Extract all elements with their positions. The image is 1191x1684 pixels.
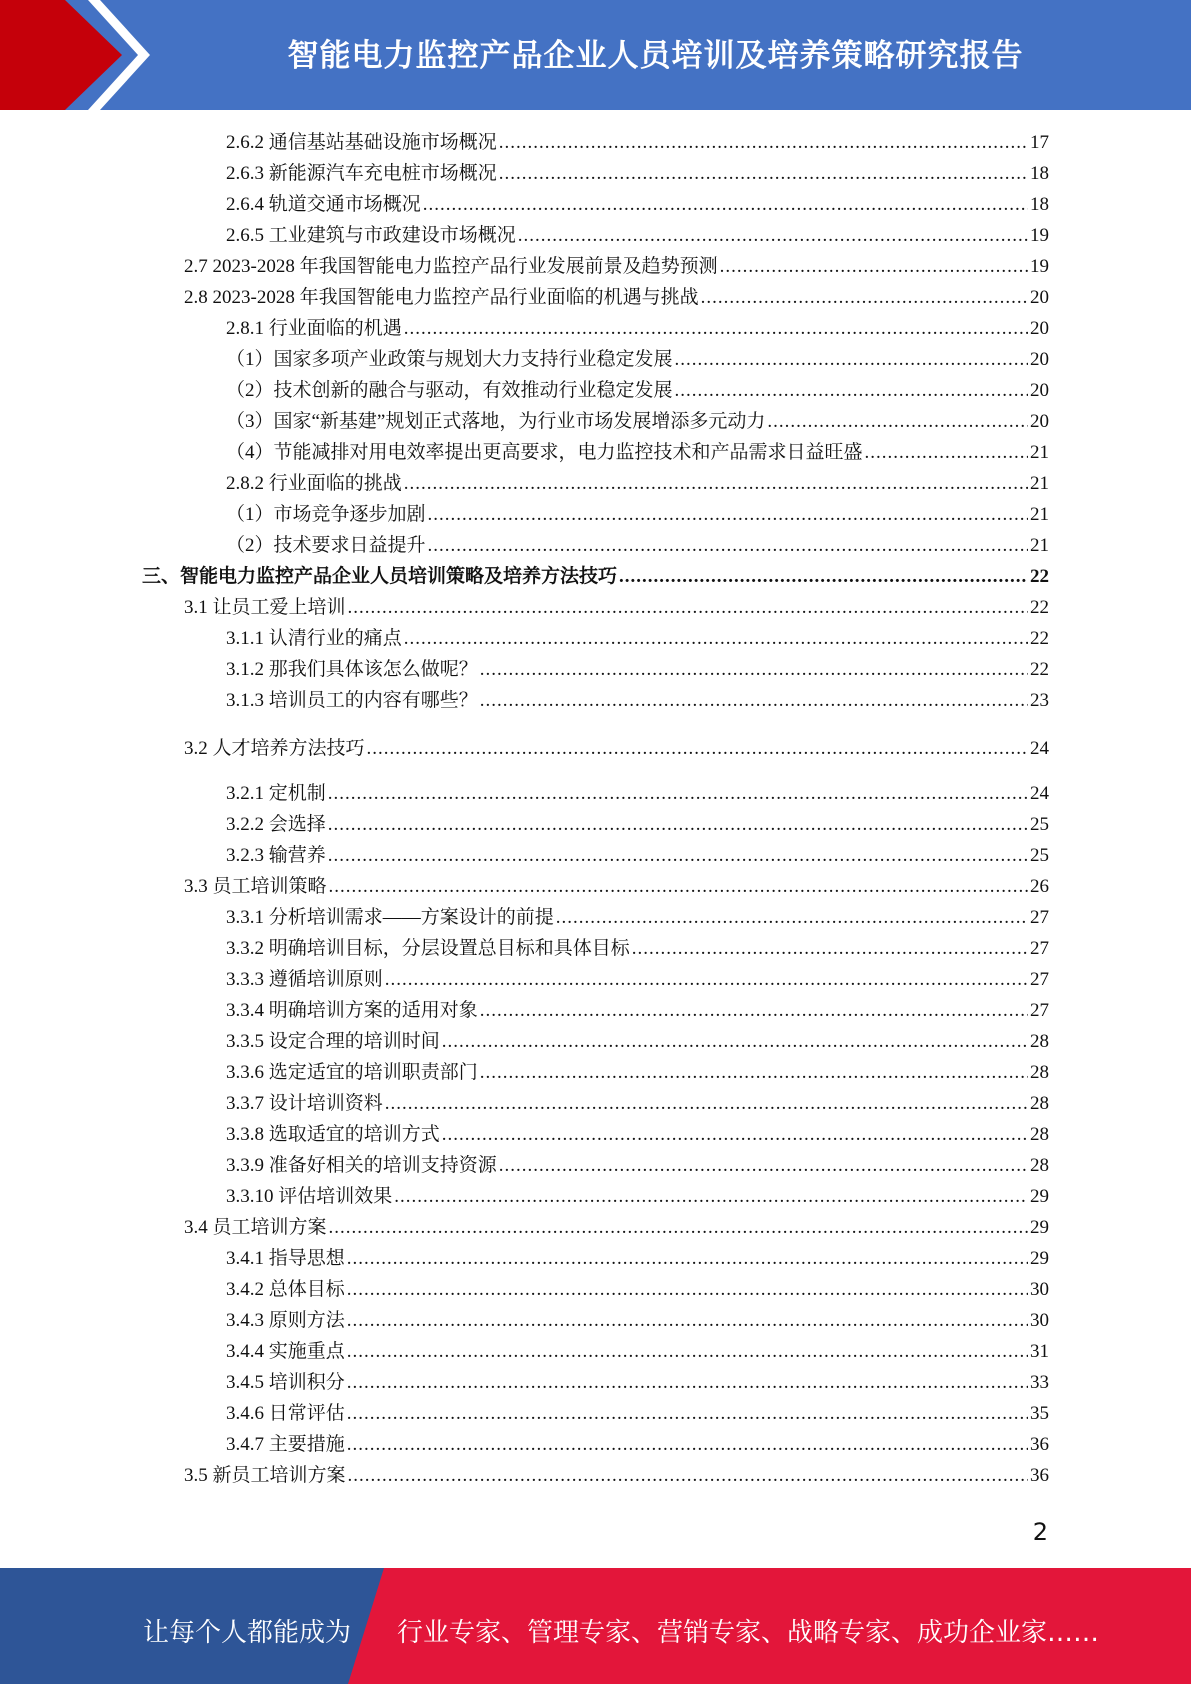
toc-leader-dots — [499, 1152, 1028, 1180]
toc-entry[interactable] — [226, 191, 1049, 219]
toc-entry-page: 18 — [1030, 194, 1049, 215]
toc-entry-page: 29 — [1030, 1186, 1049, 1207]
toc-entry[interactable] — [226, 1059, 1049, 1087]
toc-entry-label: 3.2.3 输营养 — [226, 845, 326, 866]
toc-entry-label: （3）国家“新基建”规划正式落地，为行业市场发展增添多元动力 — [226, 411, 766, 432]
toc-entry-page: 28 — [1030, 1124, 1049, 1145]
toc-leader-dots — [442, 1121, 1028, 1149]
toc-entry[interactable] — [184, 873, 1049, 901]
toc-entry[interactable] — [226, 966, 1049, 994]
toc-entry[interactable] — [226, 1400, 1049, 1428]
toc-entry-page: 23 — [1030, 690, 1049, 711]
toc-entry[interactable] — [226, 1431, 1049, 1459]
toc-entry[interactable] — [184, 735, 1049, 763]
toc-leader-dots — [328, 780, 1028, 808]
toc-entry-page: 20 — [1030, 349, 1049, 370]
toc-entry[interactable] — [226, 811, 1049, 839]
toc-entry-label: （2）技术要求日益提升 — [226, 535, 426, 556]
toc-entry-page: 31 — [1030, 1341, 1049, 1362]
toc-entry[interactable] — [226, 1183, 1049, 1211]
toc-entry-page: 28 — [1030, 1031, 1049, 1052]
toc-entry-page: 22 — [1030, 659, 1049, 680]
toc-leader-dots — [347, 1369, 1028, 1397]
toc-entry[interactable] — [184, 1462, 1049, 1490]
toc-entry-label: 3.5 新员工培训方案 — [184, 1465, 346, 1486]
page-footer — [0, 1568, 1191, 1684]
toc-entry-label: 3.4.5 培训积分 — [226, 1372, 345, 1393]
toc-entry[interactable] — [226, 408, 1049, 436]
toc-leader-dots — [328, 842, 1028, 870]
footer-slogan-left: 让每个人都能成为 — [143, 1618, 352, 1648]
toc-leader-dots — [428, 501, 1028, 529]
toc-entry[interactable] — [184, 1214, 1049, 1242]
header-red-chevron — [0, 0, 150, 110]
toc-leader-dots — [347, 1307, 1028, 1335]
toc-entry-page: 28 — [1030, 1062, 1049, 1083]
toc-leader-dots — [347, 1431, 1028, 1459]
toc-entry-page: 29 — [1030, 1217, 1049, 1238]
toc-entry[interactable] — [184, 284, 1049, 312]
toc-leader-dots — [404, 470, 1028, 498]
toc-entry-page: 21 — [1030, 535, 1049, 556]
toc-entry[interactable] — [142, 563, 1049, 591]
toc-leader-dots — [518, 222, 1028, 250]
toc-leader-dots — [328, 811, 1028, 839]
toc-entry-label: 3.3.7 设计培训资料 — [226, 1093, 383, 1114]
toc-entry-page: 21 — [1030, 442, 1049, 463]
toc-leader-dots — [347, 1338, 1028, 1366]
toc-entry-page: 20 — [1030, 318, 1049, 339]
toc-entry-page: 27 — [1030, 1000, 1049, 1021]
toc-entry-label: 2.6.3 新能源汽车充电桩市场概况 — [226, 163, 497, 184]
toc-leader-dots — [619, 563, 1028, 591]
toc-entry-label: 3.4.7 主要措施 — [226, 1434, 345, 1455]
toc-entry-page: 22 — [1030, 628, 1049, 649]
toc-leader-dots — [367, 735, 1028, 763]
toc-entry-label: 3.1 让员工爱上培训 — [184, 597, 346, 618]
toc-entry-page: 25 — [1030, 814, 1049, 835]
toc-leader-dots — [329, 873, 1028, 901]
toc-entry-label: 3.4.1 指导思想 — [226, 1248, 345, 1269]
toc-entry-label: （4）节能减排对用电效率提出更高要求，电力监控技术和产品需求日益旺盛 — [226, 442, 863, 463]
toc-entry-page: 22 — [1030, 597, 1049, 618]
toc-entry-label: 3.4.3 原则方法 — [226, 1310, 345, 1331]
toc-entry-page: 19 — [1030, 225, 1049, 246]
toc-entry-page: 30 — [1030, 1310, 1049, 1331]
toc-entry[interactable] — [226, 625, 1049, 653]
toc-leader-dots — [480, 1059, 1028, 1087]
toc-entry[interactable] — [226, 532, 1049, 560]
toc-entry[interactable] — [226, 222, 1049, 250]
toc-entry-label: （2）技术创新的融合与驱动，有效推动行业稳定发展 — [226, 380, 673, 401]
toc-entry-label: 2.6.4 轨道交通市场概况 — [226, 194, 421, 215]
toc-entry[interactable] — [226, 501, 1049, 529]
toc-leader-dots — [404, 625, 1028, 653]
toc-entry-label: 3.2.2 会选择 — [226, 814, 326, 835]
toc-entry[interactable] — [226, 439, 1049, 467]
toc-entry[interactable] — [226, 1121, 1049, 1149]
toc-entry[interactable] — [226, 997, 1049, 1025]
toc-entry-label: 3.2.1 定机制 — [226, 783, 326, 804]
toc-leader-dots — [428, 532, 1028, 560]
toc-leader-dots — [348, 594, 1028, 622]
toc-leader-dots — [385, 966, 1028, 994]
report-title: 智能电力监控产品企业人员培训及培养策略研究报告 — [287, 38, 1024, 74]
toc-entry-label: 3.4.6 日常评估 — [226, 1403, 345, 1424]
toc-entry[interactable] — [226, 1090, 1049, 1118]
toc-entry[interactable] — [226, 656, 1049, 684]
toc-entry[interactable] — [226, 1245, 1049, 1273]
toc-entry[interactable] — [226, 1338, 1049, 1366]
toc-entry-label: 2.6.5 工业建筑与市政建设市场概况 — [226, 225, 516, 246]
toc-entry[interactable] — [226, 1307, 1049, 1335]
toc-leader-dots — [865, 439, 1028, 467]
toc-entry-label: 3.3.10 评估培训效果 — [226, 1186, 393, 1207]
toc-entry-label: 2.7 2023-2028 年我国智能电力监控产品行业发展前景及趋势预测 — [184, 256, 718, 277]
toc-entry-label: 3.2 人才培养方法技巧 — [184, 738, 365, 759]
toc-entry[interactable] — [226, 687, 1049, 715]
toc-leader-dots — [404, 315, 1028, 343]
toc-leader-dots — [556, 904, 1028, 932]
page-header — [0, 0, 1191, 110]
toc-entry-page: 20 — [1030, 411, 1049, 432]
toc-entry-page: 35 — [1030, 1403, 1049, 1424]
toc-entry-label: 2.6.2 通信基站基础设施市场概况 — [226, 132, 497, 153]
toc-leader-dots — [720, 253, 1028, 281]
toc-entry[interactable] — [226, 904, 1049, 932]
toc-entry-label: 2.8 2023-2028 年我国智能电力监控产品行业面临的机遇与挑战 — [184, 287, 699, 308]
toc-entry-page: 17 — [1030, 132, 1049, 153]
toc-leader-dots — [442, 1028, 1028, 1056]
toc-entry-label: 3.1.2 那我们具体该怎么做呢？ — [226, 659, 478, 680]
toc-entry-page: 24 — [1030, 738, 1049, 759]
toc-entry-label: 3.3 员工培训策略 — [184, 876, 327, 897]
toc-entry-page: 22 — [1030, 566, 1049, 587]
toc-entry-label: （1）市场竞争逐步加剧 — [226, 504, 426, 525]
toc-entry-page: 19 — [1030, 256, 1049, 277]
toc-entry[interactable] — [226, 470, 1049, 498]
toc-entry-page: 30 — [1030, 1279, 1049, 1300]
toc-leader-dots — [348, 1462, 1028, 1490]
toc-entry[interactable] — [226, 1276, 1049, 1304]
toc-leader-dots — [385, 1090, 1028, 1118]
toc-leader-dots — [767, 408, 1028, 436]
toc-entry[interactable] — [184, 594, 1049, 622]
toc-leader-dots — [347, 1276, 1028, 1304]
toc-entry-label: 3.3.5 设定合理的培训时间 — [226, 1031, 440, 1052]
toc-entry-page: 27 — [1030, 938, 1049, 959]
toc-entry-label: （1）国家多项产业政策与规划大力支持行业稳定发展 — [226, 349, 673, 370]
toc-entry[interactable] — [226, 842, 1049, 870]
toc-entry-label: 3.4 员工培训方案 — [184, 1217, 327, 1238]
toc-entry-page: 20 — [1030, 287, 1049, 308]
toc-entry-page: 21 — [1030, 504, 1049, 525]
toc-leader-dots — [423, 191, 1028, 219]
toc-entry[interactable] — [184, 253, 1049, 281]
toc-entry[interactable] — [226, 1028, 1049, 1056]
toc-entry[interactable] — [226, 1369, 1049, 1397]
toc-entry[interactable] — [226, 346, 1049, 374]
footer-slogan-right: 行业专家、管理专家、营销专家、战略专家、成功企业家…… — [397, 1618, 1100, 1648]
toc-leader-dots — [394, 1183, 1028, 1211]
toc-entry-label: 3.3.6 选定适宜的培训职责部门 — [226, 1062, 478, 1083]
toc-entry-page: 33 — [1030, 1372, 1049, 1393]
toc-entry-page: 25 — [1030, 845, 1049, 866]
toc-entry[interactable] — [226, 129, 1049, 157]
toc-entry-page: 20 — [1030, 380, 1049, 401]
toc-entry[interactable] — [226, 160, 1049, 188]
toc-entry[interactable] — [226, 935, 1049, 963]
page-number: 2 — [1032, 1518, 1048, 1546]
toc-entry-page: 29 — [1030, 1248, 1049, 1269]
toc-entry-label: 3.4.2 总体目标 — [226, 1279, 345, 1300]
toc-entry[interactable] — [226, 780, 1049, 808]
toc-entry-page: 24 — [1030, 783, 1049, 804]
toc-leader-dots — [347, 1245, 1028, 1273]
toc-entry-label: 2.8.1 行业面临的机遇 — [226, 318, 402, 339]
toc-entry-label: 三、智能电力监控产品企业人员培训策略及培养方法技巧 — [142, 566, 618, 587]
toc-entry-label: 3.3.8 选取适宜的培训方式 — [226, 1124, 440, 1145]
toc-entry-page: 21 — [1030, 473, 1049, 494]
toc-entry-page: 18 — [1030, 163, 1049, 184]
toc-entry-label: 3.1.1 认清行业的痛点 — [226, 628, 402, 649]
toc-entry-page: 28 — [1030, 1093, 1049, 1114]
toc-entry-label: 3.3.4 明确培训方案的适用对象 — [226, 1000, 478, 1021]
toc-entry[interactable] — [226, 315, 1049, 343]
toc-entry-page: 27 — [1030, 969, 1049, 990]
toc-entry-label: 3.3.9 准备好相关的培训支持资源 — [226, 1155, 497, 1176]
toc-leader-dots — [347, 1400, 1028, 1428]
toc-leader-dots — [675, 377, 1028, 405]
toc-entry[interactable] — [226, 377, 1049, 405]
toc-entry-label: 3.3.3 遵循培训原则 — [226, 969, 383, 990]
toc-entry-page: 26 — [1030, 876, 1049, 897]
toc-entry-page: 36 — [1030, 1434, 1049, 1455]
toc-leader-dots — [499, 129, 1028, 157]
toc-leader-dots — [480, 687, 1028, 715]
toc-entry[interactable] — [226, 1152, 1049, 1180]
toc-entry-label: 2.8.2 行业面临的挑战 — [226, 473, 402, 494]
toc-leader-dots — [480, 656, 1028, 684]
toc-entry-label: 3.3.2 明确培训目标，分层设置总目标和具体目标 — [226, 938, 630, 959]
toc-leader-dots — [632, 935, 1028, 963]
toc-entry-label: 3.4.4 实施重点 — [226, 1341, 345, 1362]
toc-leader-dots — [701, 284, 1028, 312]
toc-entry-page: 28 — [1030, 1155, 1049, 1176]
toc-entry-label: 3.1.3 培训员工的内容有哪些？ — [226, 690, 478, 711]
toc-leader-dots — [480, 997, 1028, 1025]
toc-entry-page: 36 — [1030, 1465, 1049, 1486]
toc-leader-dots — [675, 346, 1028, 374]
toc-entry-label: 3.3.1 分析培训需求——方案设计的前提 — [226, 907, 554, 928]
toc-leader-dots — [329, 1214, 1028, 1242]
toc-leader-dots — [499, 160, 1028, 188]
toc-entry-page: 27 — [1030, 907, 1049, 928]
